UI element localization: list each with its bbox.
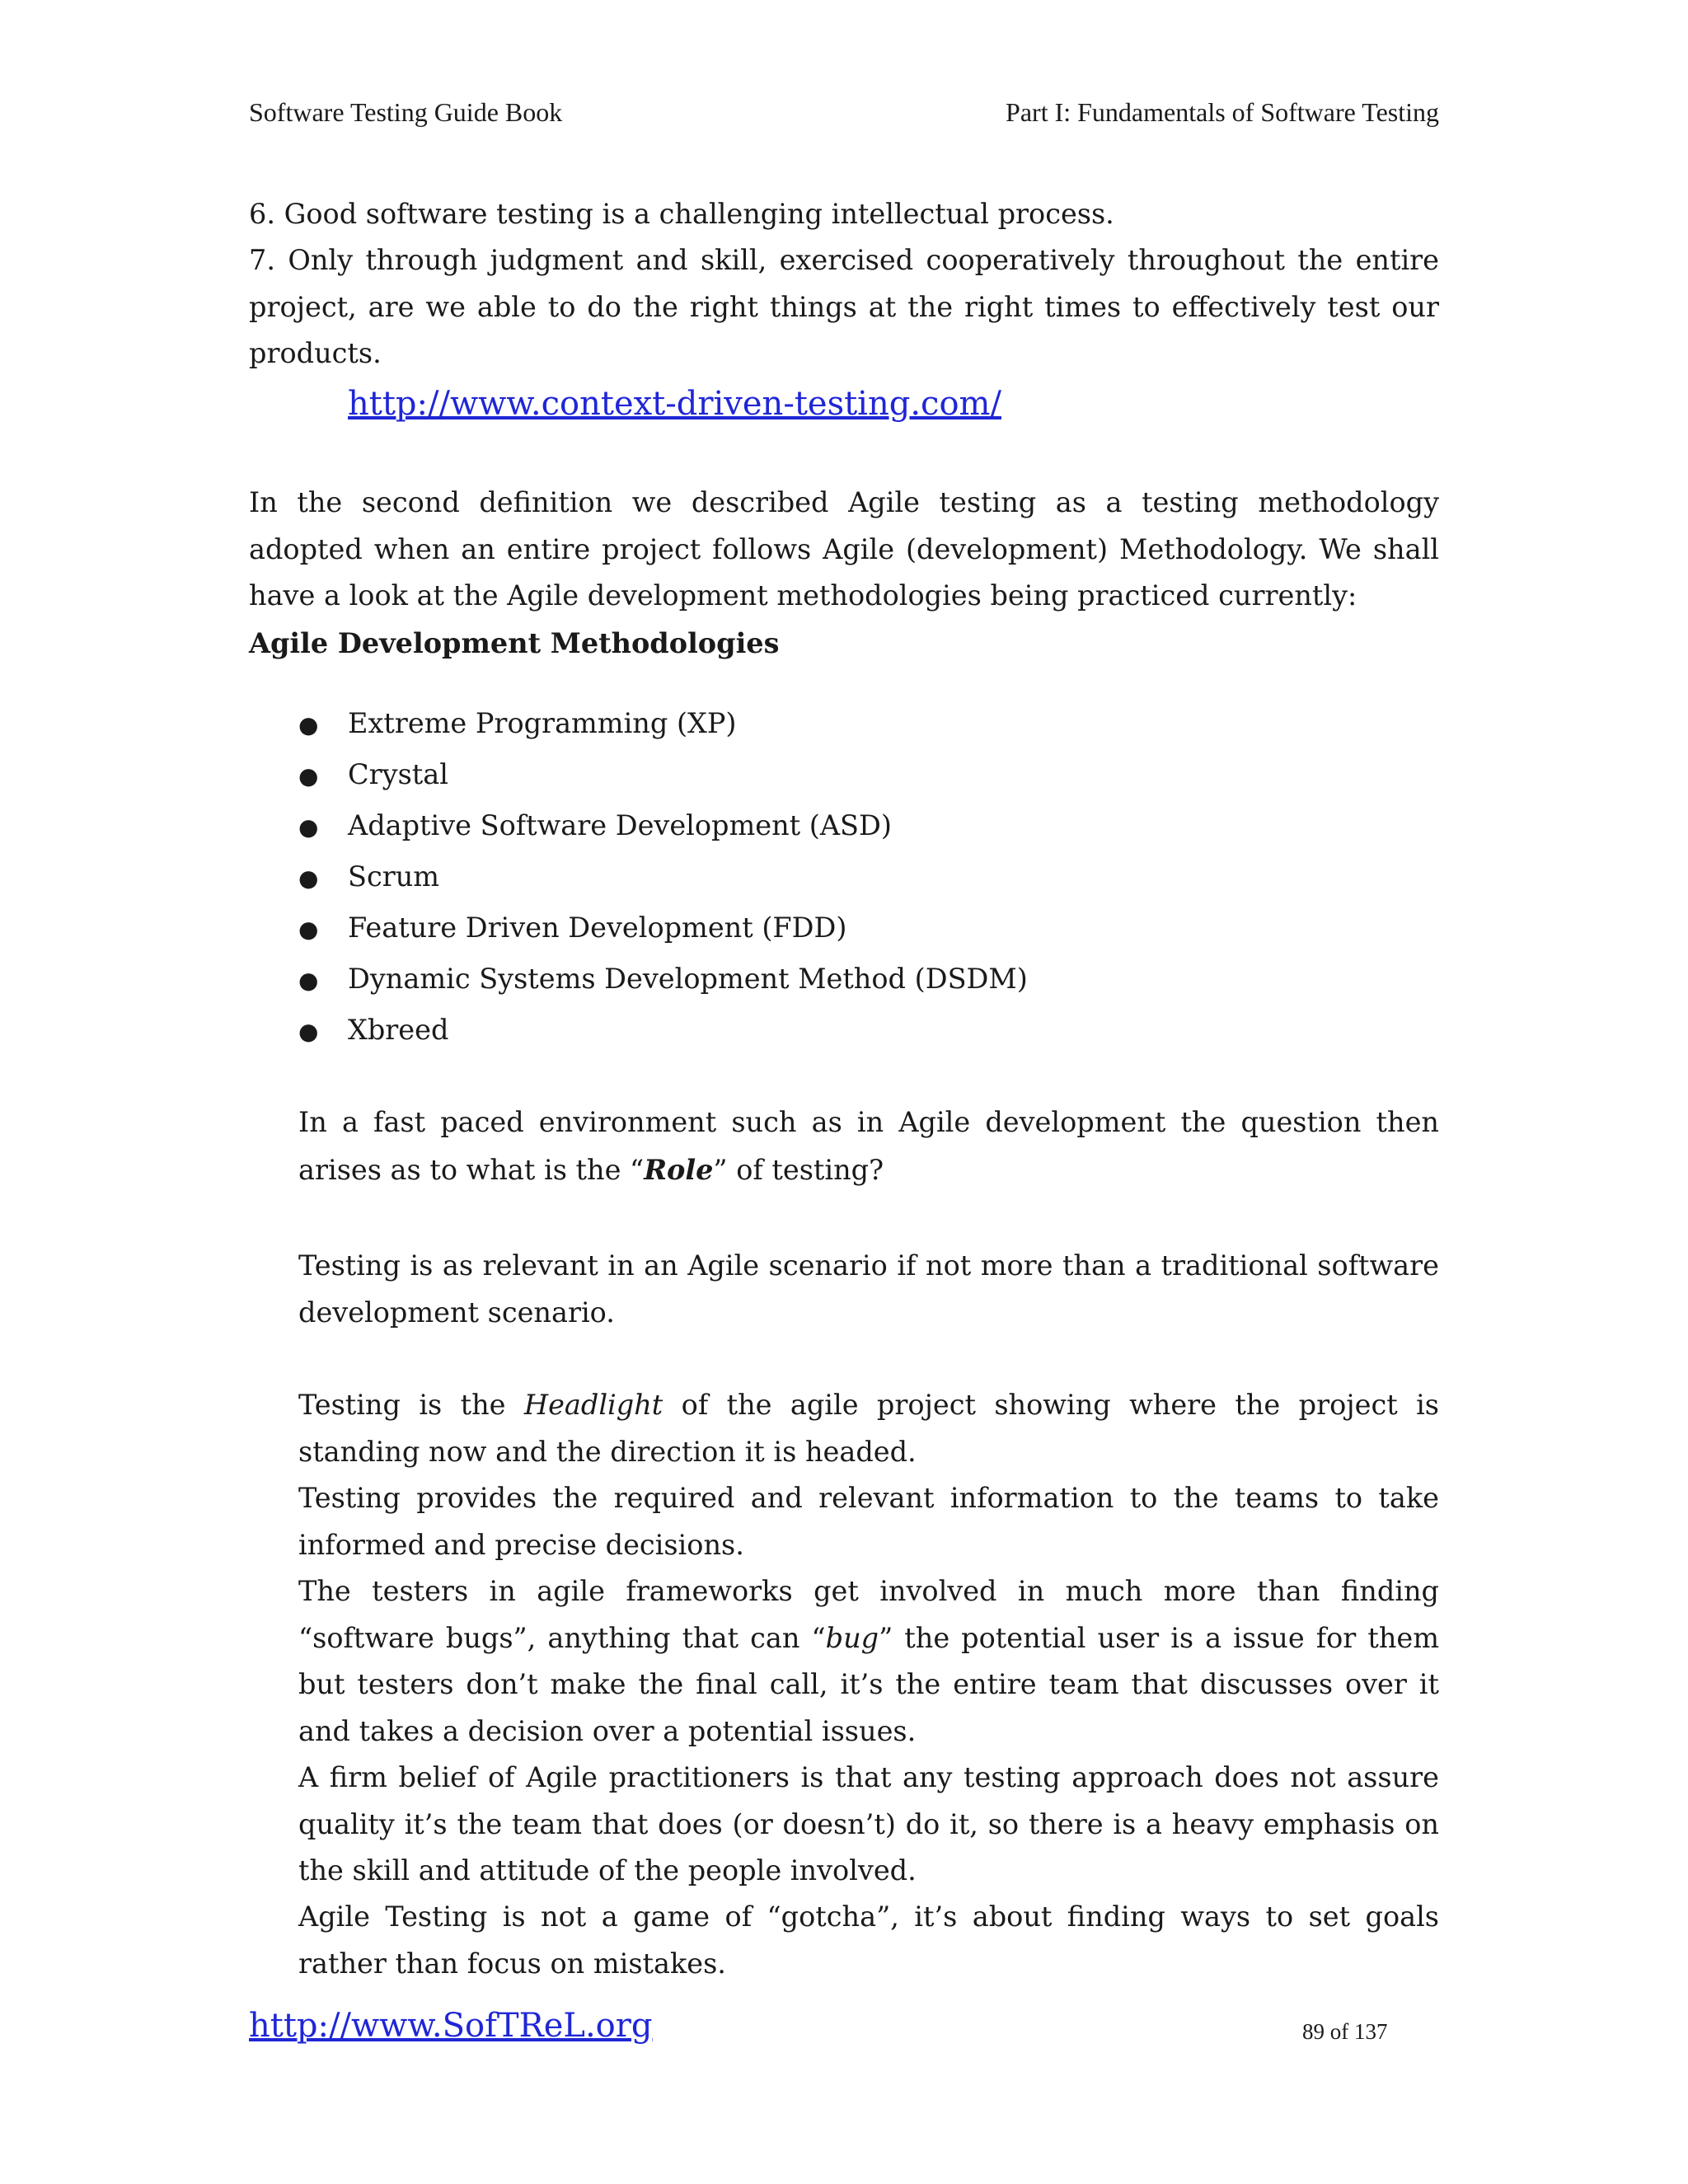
list-item [298,749,1028,800]
relevance-paragraph: Testing is as relevant in an Agile scenario if not more than a traditional software development scenario. [298,1249,1439,1329]
methodology-label: Scrum [348,860,440,893]
belief-paragraph: A firm belief of Agile practitioners is that any testing approach does not assure quality it’s the team that does (or doesn’t) do it, so there is a heavy emphasis on the skill and attitude of the people involved. [298,1761,1439,1886]
headlight-text: Testing is the [298,1389,524,1421]
list-item [298,698,1028,749]
list-item [298,800,1028,851]
methodology-label: Feature Driven Development (FDD) [348,912,847,944]
context-driven-testing-link[interactable]: http://www.context-driven-testing.com/ [348,385,1001,423]
bullet-icon: ● [298,865,319,892]
gotcha-paragraph: Agile Testing is not a game of “gotcha”, it’s about finding ways to set goals rather than focus on mistakes. [298,1900,1439,1980]
bullet-icon: ● [298,762,319,790]
softrel-footer-link[interactable]: http://www.SofTReL.org [249,2007,653,2045]
methodology-label: Crystal [348,758,448,790]
list-item [298,851,1028,902]
principle-item-7: 7. Only through judgment and skill, exercised cooperatively throughout the entire project, are we able to do the right things at the right times to effectively test our products. [249,244,1439,369]
list-item [298,1005,1028,1056]
list-item [298,954,1028,1005]
methodology-label: Extreme Programming (XP) [348,707,737,739]
methodology-label: Adaptive Software Development (ASD) [348,809,892,841]
headlight-paragraph [298,1382,1439,1475]
information-paragraph: Testing provides the required and relevant information to the teams to take informed and precise decisions. [298,1482,1439,1561]
role-question-text-end: ” of testing? [713,1154,884,1186]
page-number: 89 of 137 [1302,2019,1388,2044]
header-part-title: Part I: Fundamentals of Software Testing [1006,97,1439,127]
section-heading: Agile Development Methodologies [249,627,780,659]
bullet-icon: ● [298,813,319,841]
list-item [298,902,1028,954]
testers-text: The testers in agile frameworks get involved in much more than finding “software bugs”, anything that can “ [298,1575,1439,1654]
methodology-label: Xbreed [348,1014,449,1046]
running-header [249,97,1439,128]
bullet-icon: ● [298,967,319,994]
role-question-paragraph [298,1099,1439,1194]
role-question-text: In a fast paced environment such as in Agile development the question then arises as to what is the “ [298,1106,1439,1186]
bullet-icon: ● [298,711,319,738]
header-book-title: Software Testing Guide Book [249,97,563,127]
methodology-label: Dynamic Systems Development Method (DSDM) [348,963,1028,995]
bullet-icon: ● [298,1018,319,1045]
bug-emphasis: bug [825,1621,879,1654]
principle-item-6: 6. Good software testing is a challenging intellectual process. [249,198,1114,230]
methodology-list [298,698,1028,1056]
testers-paragraph [298,1568,1439,1755]
role-emphasis: Role [644,1154,714,1186]
headlight-emphasis: Headlight [523,1389,663,1421]
headlight-text-end: of the agile project showing where the project is standing now and the direction it is headed. [298,1389,1440,1468]
testers-text-end: ” the potential user is a issue for them but testers don’t make the final call, it’s the entire team that discusses over it and takes a decision over a potential issues. [298,1621,1439,1747]
bullet-icon: ● [298,916,319,943]
intro-paragraph: In the second definition we described Agile testing as a testing methodology adopted when an entire project follows Agile (development) Methodology. We shall have a look at the Agile development methodologies being practiced currently: [249,486,1439,612]
